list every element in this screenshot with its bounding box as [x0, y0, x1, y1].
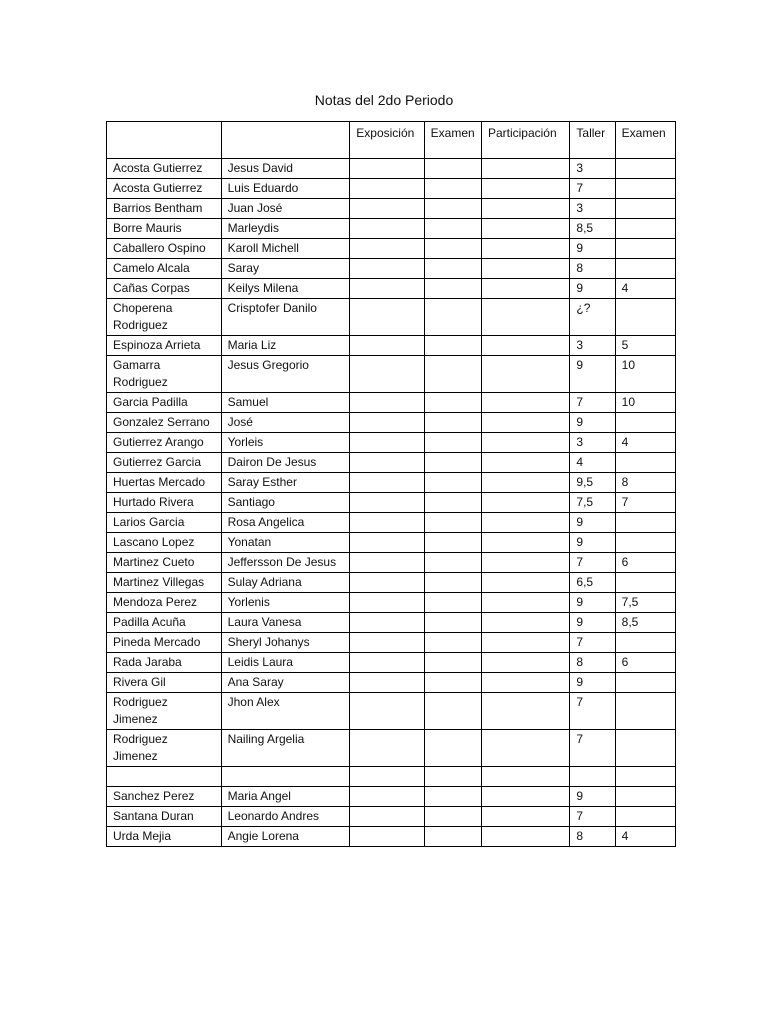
- table-row: [107, 613, 676, 633]
- cell-examen-1: [424, 493, 481, 513]
- cell-nombres: Maria Liz: [221, 336, 350, 356]
- header-examen-2: Examen: [615, 122, 675, 159]
- cell-examen-1: [424, 553, 481, 573]
- table-body: [107, 159, 676, 847]
- cell-examen-1: [424, 239, 481, 259]
- cell-examen-2: [615, 513, 675, 533]
- cell-apellidos: Camelo Alcala: [107, 259, 222, 279]
- cell-participacion: [481, 393, 569, 413]
- cell-examen-2: [615, 787, 675, 807]
- cell-exposicion: [350, 433, 424, 453]
- cell-nombres: Jeffersson De Jesus: [221, 553, 350, 573]
- cell-examen-1: [424, 613, 481, 633]
- cell-participacion: [481, 336, 569, 356]
- table-header-row: [107, 122, 676, 159]
- cell-nombres: Saray: [221, 259, 350, 279]
- header-participacion: Participación: [481, 122, 569, 159]
- cell-taller: 8: [570, 827, 615, 847]
- table-row: [107, 199, 676, 219]
- cell-apellidos: Gutierrez Arango: [107, 433, 222, 453]
- cell-nombres: Nailing Argelia: [221, 730, 350, 767]
- cell-taller: 8: [570, 259, 615, 279]
- grades-table: [106, 121, 676, 847]
- cell-examen-1: [424, 593, 481, 613]
- cell-nombres: Santiago: [221, 493, 350, 513]
- cell-apellidos: Garcia Padilla: [107, 393, 222, 413]
- cell-apellidos: Martinez Villegas: [107, 573, 222, 593]
- cell-exposicion: [350, 473, 424, 493]
- cell-apellidos: Mendoza Perez: [107, 593, 222, 613]
- cell-participacion: [481, 613, 569, 633]
- cell-examen-2: 10: [615, 356, 675, 393]
- cell-taller: 9: [570, 533, 615, 553]
- cell-examen-2: [615, 413, 675, 433]
- cell-examen-2: [615, 453, 675, 473]
- cell-participacion: [481, 259, 569, 279]
- cell-nombres: Jesus David: [221, 159, 350, 179]
- cell-taller: 3: [570, 336, 615, 356]
- cell-examen-2: 8,5: [615, 613, 675, 633]
- cell-apellidos: Rada Jaraba: [107, 653, 222, 673]
- cell-apellidos: Urda Mejia: [107, 827, 222, 847]
- cell-exposicion: [350, 767, 424, 787]
- cell-nombres: Sulay Adriana: [221, 573, 350, 593]
- cell-participacion: [481, 356, 569, 393]
- cell-examen-2: [615, 179, 675, 199]
- page-title: Notas del 2do Periodo: [314, 92, 454, 108]
- cell-participacion: [481, 239, 569, 259]
- cell-taller: 7: [570, 807, 615, 827]
- cell-examen-2: 10: [615, 393, 675, 413]
- cell-participacion: [481, 827, 569, 847]
- cell-participacion: [481, 730, 569, 767]
- cell-participacion: [481, 219, 569, 239]
- cell-participacion: [481, 807, 569, 827]
- table-row: [107, 693, 676, 730]
- cell-taller: 9,5: [570, 473, 615, 493]
- cell-participacion: [481, 413, 569, 433]
- cell-exposicion: [350, 159, 424, 179]
- header-apellidos: [107, 122, 222, 159]
- cell-examen-1: [424, 159, 481, 179]
- cell-apellidos: Choperena Rodriguez: [107, 299, 222, 336]
- table-row: [107, 673, 676, 693]
- cell-nombres: Karoll Michell: [221, 239, 350, 259]
- cell-nombres: Saray Esther: [221, 473, 350, 493]
- table-row: [107, 653, 676, 673]
- table-row: [107, 159, 676, 179]
- cell-apellidos: Martinez Cueto: [107, 553, 222, 573]
- table-row: [107, 279, 676, 299]
- cell-examen-1: [424, 413, 481, 433]
- cell-nombres: Yorleis: [221, 433, 350, 453]
- cell-nombres: Luis Eduardo: [221, 179, 350, 199]
- cell-exposicion: [350, 513, 424, 533]
- cell-participacion: [481, 533, 569, 553]
- cell-examen-1: [424, 653, 481, 673]
- cell-examen-1: [424, 807, 481, 827]
- cell-nombres: Yorlenis: [221, 593, 350, 613]
- cell-examen-2: [615, 239, 675, 259]
- cell-apellidos: Gutierrez Garcia: [107, 453, 222, 473]
- cell-nombres: Leonardo Andres: [221, 807, 350, 827]
- cell-taller: 9: [570, 413, 615, 433]
- cell-nombres: Laura Vanesa: [221, 613, 350, 633]
- cell-examen-1: [424, 279, 481, 299]
- cell-apellidos: Caballero Ospino: [107, 239, 222, 259]
- table-row: [107, 827, 676, 847]
- cell-exposicion: [350, 453, 424, 473]
- cell-examen-2: [615, 199, 675, 219]
- table-row: [107, 807, 676, 827]
- cell-examen-2: [615, 159, 675, 179]
- cell-exposicion: [350, 553, 424, 573]
- cell-nombres: Leidis Laura: [221, 653, 350, 673]
- cell-exposicion: [350, 613, 424, 633]
- table-row: [107, 179, 676, 199]
- cell-exposicion: [350, 299, 424, 336]
- cell-examen-2: [615, 673, 675, 693]
- cell-exposicion: [350, 259, 424, 279]
- cell-examen-1: [424, 533, 481, 553]
- cell-examen-2: [615, 767, 675, 787]
- table-row: [107, 413, 676, 433]
- cell-taller: 9: [570, 513, 615, 533]
- cell-apellidos: Gonzalez Serrano: [107, 413, 222, 433]
- cell-nombres: Maria Angel: [221, 787, 350, 807]
- cell-apellidos: Cañas Corpas: [107, 279, 222, 299]
- cell-examen-1: [424, 573, 481, 593]
- cell-apellidos: Sanchez Perez: [107, 787, 222, 807]
- cell-apellidos: Larios Garcia: [107, 513, 222, 533]
- cell-examen-1: [424, 433, 481, 453]
- cell-participacion: [481, 573, 569, 593]
- cell-examen-2: 4: [615, 279, 675, 299]
- cell-participacion: [481, 593, 569, 613]
- cell-examen-1: [424, 179, 481, 199]
- cell-exposicion: [350, 693, 424, 730]
- cell-participacion: [481, 673, 569, 693]
- table-row: [107, 787, 676, 807]
- cell-nombres: Dairon De Jesus: [221, 453, 350, 473]
- cell-apellidos: Padilla Acuña: [107, 613, 222, 633]
- cell-taller: [570, 767, 615, 787]
- cell-participacion: [481, 787, 569, 807]
- table-row: [107, 493, 676, 513]
- cell-participacion: [481, 179, 569, 199]
- cell-taller: 3: [570, 159, 615, 179]
- cell-examen-1: [424, 219, 481, 239]
- cell-taller: 7: [570, 693, 615, 730]
- table-row: [107, 573, 676, 593]
- cell-apellidos: Acosta Gutierrez: [107, 179, 222, 199]
- cell-participacion: [481, 653, 569, 673]
- cell-nombres: Jesus Gregorio: [221, 356, 350, 393]
- cell-exposicion: [350, 179, 424, 199]
- cell-apellidos: Acosta Gutierrez: [107, 159, 222, 179]
- cell-nombres: Sheryl Johanys: [221, 633, 350, 653]
- cell-nombres: Juan José: [221, 199, 350, 219]
- cell-participacion: [481, 199, 569, 219]
- cell-examen-2: [615, 299, 675, 336]
- cell-examen-1: [424, 336, 481, 356]
- cell-examen-2: [615, 219, 675, 239]
- cell-examen-2: 6: [615, 653, 675, 673]
- cell-exposicion: [350, 356, 424, 393]
- cell-participacion: [481, 279, 569, 299]
- cell-nombres: Crisptofer Danilo: [221, 299, 350, 336]
- cell-participacion: [481, 633, 569, 653]
- cell-examen-1: [424, 259, 481, 279]
- cell-examen-1: [424, 473, 481, 493]
- table-row: [107, 356, 676, 393]
- cell-examen-2: 7: [615, 493, 675, 513]
- cell-exposicion: [350, 573, 424, 593]
- cell-examen-1: [424, 356, 481, 393]
- cell-nombres: José: [221, 413, 350, 433]
- cell-participacion: [481, 453, 569, 473]
- header-exposicion: Exposición: [350, 122, 424, 159]
- cell-taller: 9: [570, 787, 615, 807]
- table-row: [107, 767, 676, 787]
- cell-taller: 7: [570, 730, 615, 767]
- cell-nombres: Yonatan: [221, 533, 350, 553]
- table-row: [107, 259, 676, 279]
- cell-taller: 8,5: [570, 219, 615, 239]
- table-row: [107, 219, 676, 239]
- cell-examen-2: 4: [615, 827, 675, 847]
- table-row: [107, 453, 676, 473]
- cell-examen-2: 4: [615, 433, 675, 453]
- cell-exposicion: [350, 787, 424, 807]
- cell-examen-1: [424, 393, 481, 413]
- cell-examen-1: [424, 730, 481, 767]
- table-row: [107, 393, 676, 413]
- cell-taller: 9: [570, 673, 615, 693]
- table-row: [107, 239, 676, 259]
- cell-apellidos: Rodriguez Jimenez: [107, 693, 222, 730]
- cell-examen-1: [424, 673, 481, 693]
- cell-apellidos: Rodriguez Jimenez: [107, 730, 222, 767]
- cell-examen-2: [615, 573, 675, 593]
- cell-exposicion: [350, 807, 424, 827]
- cell-taller: 7: [570, 393, 615, 413]
- cell-apellidos: Pineda Mercado: [107, 633, 222, 653]
- cell-exposicion: [350, 593, 424, 613]
- cell-participacion: [481, 159, 569, 179]
- cell-examen-2: [615, 807, 675, 827]
- cell-taller: 7,5: [570, 493, 615, 513]
- cell-taller: 3: [570, 433, 615, 453]
- table-row: [107, 533, 676, 553]
- cell-taller: 6,5: [570, 573, 615, 593]
- cell-taller: 9: [570, 613, 615, 633]
- cell-taller: 9: [570, 356, 615, 393]
- cell-nombres: Rosa Angelica: [221, 513, 350, 533]
- cell-exposicion: [350, 827, 424, 847]
- table-row: [107, 633, 676, 653]
- cell-taller: 7: [570, 633, 615, 653]
- cell-examen-2: [615, 259, 675, 279]
- cell-exposicion: [350, 219, 424, 239]
- cell-apellidos: Rivera Gil: [107, 673, 222, 693]
- cell-taller: 7: [570, 553, 615, 573]
- cell-participacion: [481, 299, 569, 336]
- cell-exposicion: [350, 673, 424, 693]
- cell-examen-2: 6: [615, 553, 675, 573]
- cell-nombres: Angie Lorena: [221, 827, 350, 847]
- cell-examen-1: [424, 453, 481, 473]
- cell-exposicion: [350, 533, 424, 553]
- cell-taller: 8: [570, 653, 615, 673]
- cell-taller: 3: [570, 199, 615, 219]
- cell-examen-2: 7,5: [615, 593, 675, 613]
- cell-participacion: [481, 433, 569, 453]
- cell-participacion: [481, 493, 569, 513]
- cell-examen-1: [424, 787, 481, 807]
- cell-apellidos: Barrios Bentham: [107, 199, 222, 219]
- cell-exposicion: [350, 730, 424, 767]
- table-row: [107, 473, 676, 493]
- table-row: [107, 299, 676, 336]
- header-taller: Taller: [570, 122, 615, 159]
- cell-exposicion: [350, 493, 424, 513]
- header-examen-1: Examen: [424, 122, 481, 159]
- table-row: [107, 553, 676, 573]
- cell-apellidos: Hurtado Rivera: [107, 493, 222, 513]
- table-row: [107, 513, 676, 533]
- cell-examen-1: [424, 827, 481, 847]
- cell-nombres: Samuel: [221, 393, 350, 413]
- cell-exposicion: [350, 633, 424, 653]
- cell-exposicion: [350, 239, 424, 259]
- cell-participacion: [481, 513, 569, 533]
- cell-apellidos: Lascano Lopez: [107, 533, 222, 553]
- cell-nombres: Keilys Milena: [221, 279, 350, 299]
- cell-examen-2: [615, 633, 675, 653]
- cell-examen-2: [615, 693, 675, 730]
- table-row: [107, 336, 676, 356]
- cell-taller: 9: [570, 239, 615, 259]
- cell-apellidos: Santana Duran: [107, 807, 222, 827]
- cell-apellidos: Espinoza Arrieta: [107, 336, 222, 356]
- cell-taller: ¿?: [570, 299, 615, 336]
- cell-examen-2: [615, 730, 675, 767]
- cell-examen-2: 8: [615, 473, 675, 493]
- cell-examen-1: [424, 767, 481, 787]
- cell-taller: 4: [570, 453, 615, 473]
- cell-taller: 9: [570, 593, 615, 613]
- cell-examen-1: [424, 199, 481, 219]
- cell-participacion: [481, 767, 569, 787]
- cell-examen-1: [424, 299, 481, 336]
- cell-exposicion: [350, 393, 424, 413]
- cell-exposicion: [350, 413, 424, 433]
- cell-exposicion: [350, 653, 424, 673]
- cell-apellidos: [107, 767, 222, 787]
- table-row: [107, 593, 676, 613]
- table-row: [107, 730, 676, 767]
- cell-nombres: [221, 767, 350, 787]
- cell-participacion: [481, 553, 569, 573]
- table-row: [107, 433, 676, 453]
- cell-apellidos: Gamarra Rodriguez: [107, 356, 222, 393]
- header-nombres: [221, 122, 350, 159]
- cell-nombres: Ana Saray: [221, 673, 350, 693]
- cell-exposicion: [350, 199, 424, 219]
- cell-examen-1: [424, 633, 481, 653]
- cell-examen-2: 5: [615, 336, 675, 356]
- cell-exposicion: [350, 279, 424, 299]
- cell-nombres: Marleydis: [221, 219, 350, 239]
- cell-exposicion: [350, 336, 424, 356]
- cell-participacion: [481, 473, 569, 493]
- cell-taller: 7: [570, 179, 615, 199]
- cell-examen-1: [424, 693, 481, 730]
- cell-apellidos: Borre Mauris: [107, 219, 222, 239]
- cell-taller: 9: [570, 279, 615, 299]
- cell-participacion: [481, 693, 569, 730]
- cell-examen-1: [424, 513, 481, 533]
- cell-examen-2: [615, 533, 675, 553]
- cell-nombres: Jhon Alex: [221, 693, 350, 730]
- cell-apellidos: Huertas Mercado: [107, 473, 222, 493]
